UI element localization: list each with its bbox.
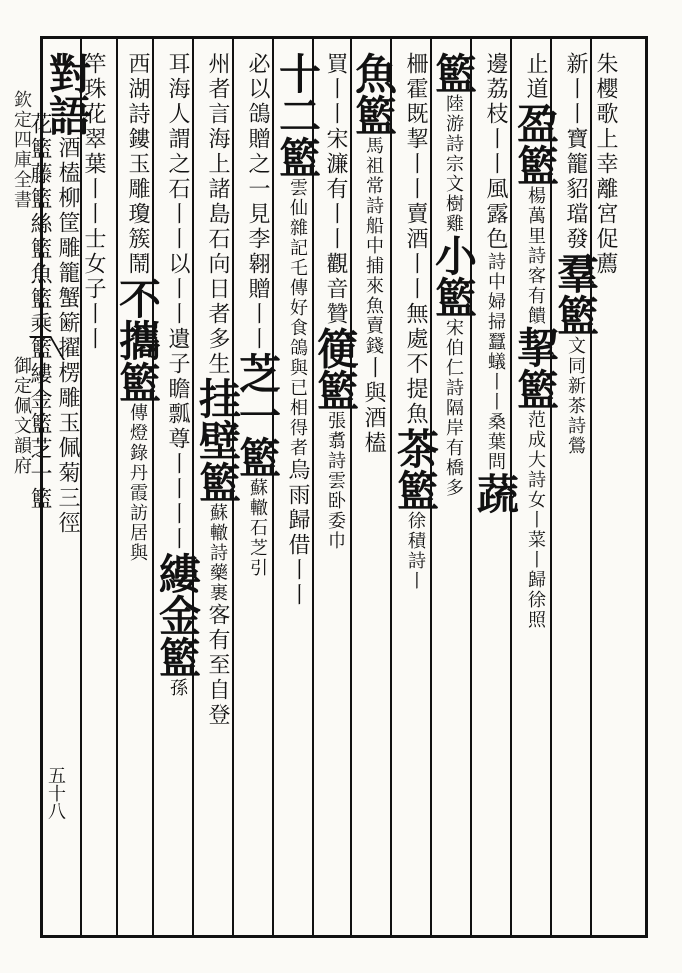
text-segment: 荔枝丨丨風露色 bbox=[483, 77, 508, 252]
text-segment: 雕籠 bbox=[55, 236, 80, 286]
page-number: 五十八 bbox=[45, 766, 66, 820]
text-segment: 止道 bbox=[523, 52, 548, 102]
text-segment: 范成大詩女丨菜丨歸徐照 bbox=[525, 410, 546, 630]
text-segment: 徐積詩丨 bbox=[405, 511, 426, 591]
headword: 盈籃 bbox=[511, 102, 560, 186]
headword: 芝一籃 bbox=[233, 352, 282, 478]
text-segment: 賣酒丨丨無處不提魚 bbox=[403, 202, 428, 427]
text-segment: 馬祖常詩船中捕來魚賣錢 bbox=[363, 136, 384, 356]
headword: 小籃 bbox=[429, 234, 478, 318]
headword: 對語 bbox=[43, 52, 92, 136]
text-segment: 雕玉佩 bbox=[55, 386, 80, 461]
text-segment: 蘇轍石芝引 bbox=[247, 478, 268, 578]
text-segment: 朱櫻歌上幸離宮促薦 bbox=[593, 52, 618, 277]
headword: 蔬 bbox=[471, 472, 520, 514]
text-column bbox=[28, 112, 50, 512]
text-segment: 買丨丨宋濂有丨丨觀音贊 bbox=[323, 52, 348, 327]
text-segment: 西湖詩鏤玉雕瓊簇鬧 bbox=[125, 52, 150, 277]
margin-top-label: 欽定四庫全書 bbox=[11, 90, 32, 210]
text-segment: 菊三徑 bbox=[55, 461, 80, 536]
text-segment: 詩中婦掃蠶蟻丨丨桑葉問 bbox=[485, 252, 506, 472]
text-segment: 孫 bbox=[167, 678, 188, 698]
text-column bbox=[273, 52, 322, 608]
text-segment: 邊 bbox=[483, 52, 508, 77]
text-column bbox=[193, 52, 242, 728]
text-segment: 花籃 bbox=[27, 112, 52, 162]
text-segment: 魚籃 bbox=[27, 262, 52, 312]
text-segment: 與 bbox=[127, 543, 148, 563]
text-segment: 宋伯仁詩隔岸有橋多 bbox=[443, 318, 464, 498]
text-column bbox=[391, 52, 440, 591]
text-segment: 雲仙雜記乇傳好食鴿與已相得者 bbox=[287, 178, 308, 458]
text-segment: 烏雨歸借丨丨 bbox=[285, 458, 310, 608]
text-segment: 乘籃 bbox=[27, 312, 52, 362]
book-title: 御定佩文韻府 bbox=[11, 356, 32, 476]
headword: 十二籃 bbox=[273, 52, 322, 178]
text-segment: 丨與酒榼 bbox=[361, 356, 386, 456]
text-segment: 瓢尊丨丨丨丨 bbox=[165, 402, 190, 552]
text-segment: 擢楞 bbox=[55, 336, 80, 386]
headword: 挈籃 bbox=[511, 326, 560, 410]
text-column bbox=[511, 52, 560, 630]
text-segment: 張翥詩雲卧委巾 bbox=[325, 411, 346, 551]
text-segment: 竿珠花翠葉丨丨 bbox=[81, 52, 106, 227]
headword: 不攜籃 bbox=[113, 277, 162, 403]
text-column bbox=[594, 52, 616, 277]
headword: 縷金籃 bbox=[153, 552, 202, 678]
text-segment: 藤籃 bbox=[27, 162, 52, 212]
text-segment: 傳燈錄丹霞訪居 bbox=[127, 403, 148, 543]
text-segment: 客有至自登 bbox=[205, 603, 230, 728]
text-column bbox=[43, 52, 92, 536]
text-segment: 縷金籃 bbox=[27, 362, 52, 437]
headword: 籃 bbox=[429, 52, 478, 94]
headword: 挂壁籃 bbox=[193, 377, 242, 503]
text-segment: 柳筐 bbox=[55, 186, 80, 236]
text-segment: 陸游詩宗文樹雞 bbox=[443, 94, 464, 234]
headword: 茶籃 bbox=[391, 427, 440, 511]
text-column bbox=[551, 52, 600, 456]
text-segment: 州者言海上諸島石向日者多生 bbox=[205, 52, 230, 377]
text-segment: 士女子丨丨 bbox=[81, 227, 106, 352]
text-segment: 楊萬里詩客有饋 bbox=[525, 186, 546, 326]
text-segment: 耳海人謂之石丨丨以丨丨遺子瞻 bbox=[165, 52, 190, 402]
text-segment: 必以鴿贈之一見李翱贈丨丨 bbox=[245, 52, 270, 352]
headword: 魚籃 bbox=[349, 52, 398, 136]
text-column bbox=[153, 52, 202, 698]
text-segment: 芝一籃 bbox=[27, 437, 52, 512]
text-column bbox=[113, 52, 162, 563]
text-column bbox=[233, 52, 282, 578]
text-segment: 新丨丨寶籠貂璫發 bbox=[563, 52, 588, 252]
text-segment: 蟹簖 bbox=[55, 286, 80, 336]
text-segment: 絲籃 bbox=[27, 212, 52, 262]
text-segment: 酒榼 bbox=[55, 136, 80, 186]
headword: 箯籃 bbox=[311, 327, 360, 411]
text-segment: 文同新茶詩鶯 bbox=[565, 336, 586, 456]
text-column bbox=[471, 52, 520, 514]
headword: 羣籃 bbox=[551, 252, 600, 336]
text-segment: 柵霍既挈丨丨 bbox=[403, 52, 428, 202]
text-segment: 蘇轍詩藥裹 bbox=[207, 503, 228, 603]
